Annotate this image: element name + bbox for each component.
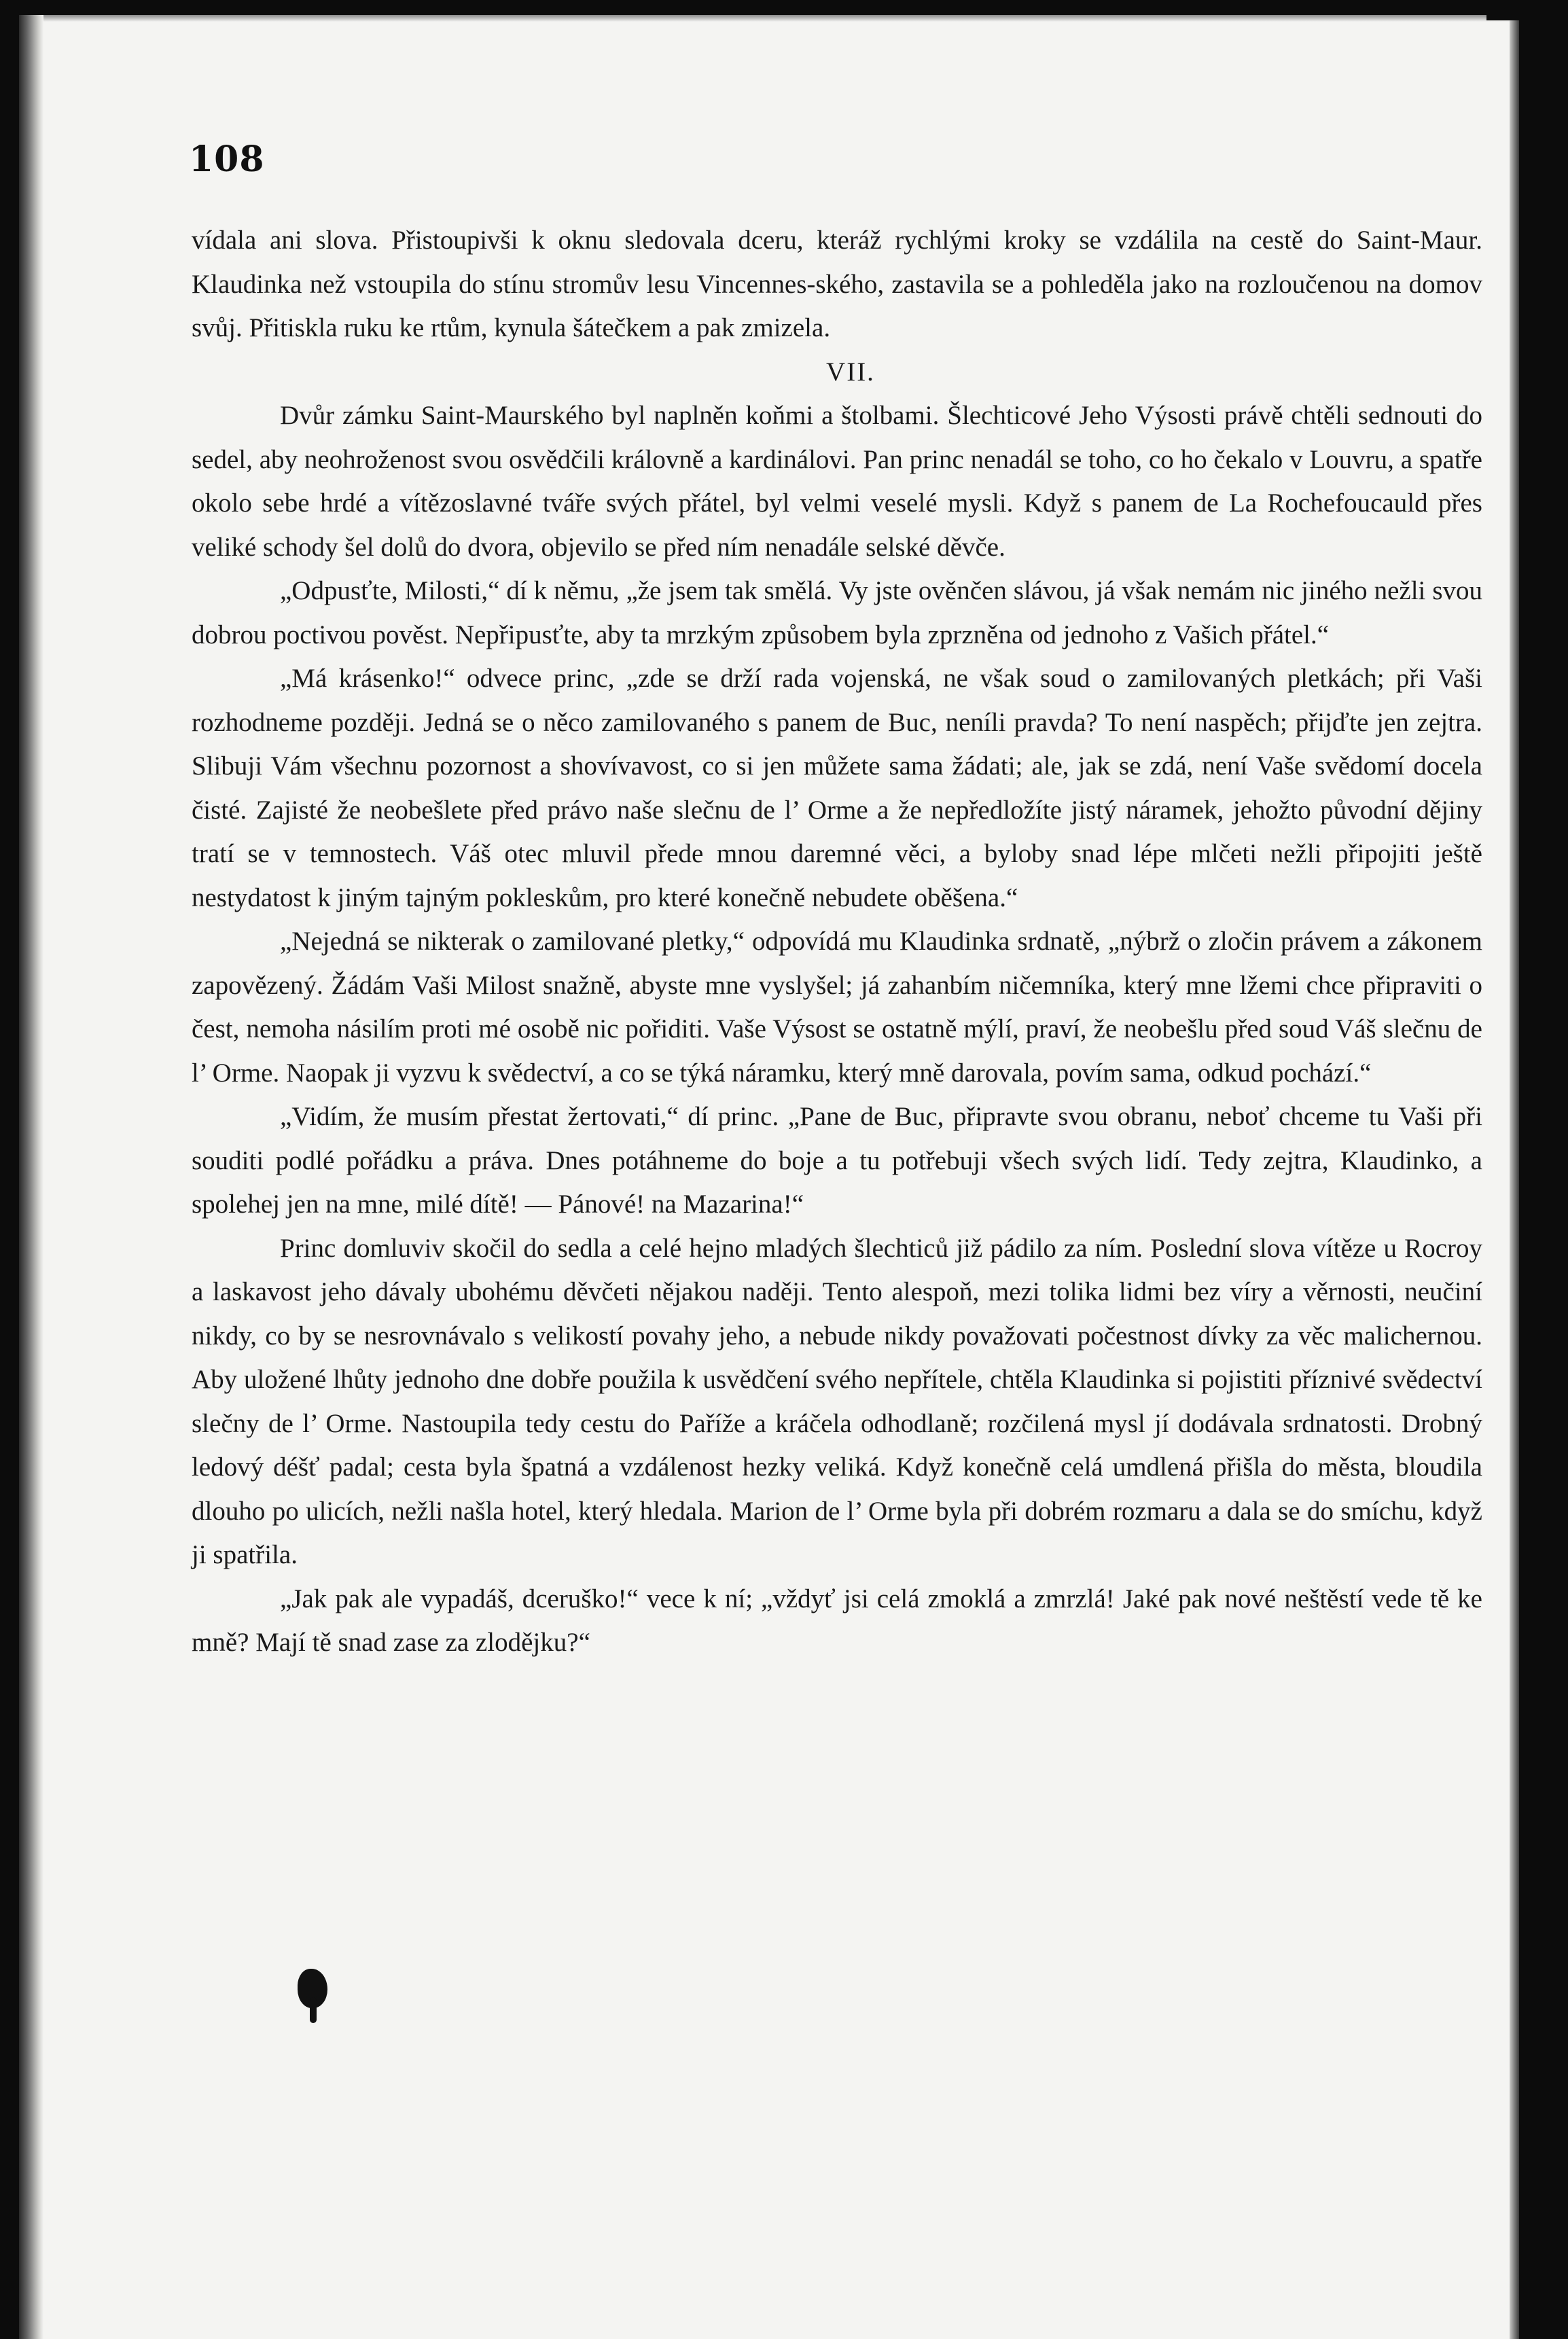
paragraph-7: Princ domluviv skočil do sedla a celé hejno mladých šlechticů již pádilo za ním. Poslední slova vítěze u Rocroy a laskavost jeho dávaly ubohému děvčeti nějakou naději. Tento alespoň, mezi tolika lidmi bez víry a věrnosti, neučiní nikdy, co by se nesrovnávalo s velikostí povahy jeho, a nebude nikdy považovati počestnost dívky za věc malichernou. Aby uložené lhůty jednoho dne dobře použila k usvědčení svého nepřítele, chtěla Klaudinka si pojistiti příznivé svědectví slečny de l’ Orme. Nastoupila tedy cestu do Paříže a kráčela odhodlaně; rozčilená mysl jí dodávala srdnatosti. Drobný ledový déšť padal; cesta byla špatná a vzdálenost hezky veliká. Když konečně celá umdlená přišla do města, bloudila dlouho po ulicích, nežli našla hotel, který hledala. Marion de l’ Orme byla při dobrém rozmaru a dala se do smíchu, když ji spatřila.	[192, 1233, 1482, 1569]
page-body	[192, 219, 1482, 1665]
page-right-edge	[1510, 15, 1519, 2339]
scan-background-corner	[1486, 0, 1568, 20]
page-number: 108	[189, 139, 265, 180]
page-top-edge	[19, 15, 1519, 22]
paragraph-3: „Odpusťte, Milosti,“ dí k němu, „že jsem tak smělá. Vy jste ověnčen slávou, já však nemám nic jiného nežli svou dobrou poctivou pověst. Nepřipusťte, aby ta mrzkým způsobem byla zprzněna od jednoho z Vašich přátel.“	[192, 576, 1482, 649]
paragraph-8: „Jak pak ale vypadáš, dceruško!“ vece k ní; „vždyť jsi celá zmoklá a zmrzlá! Jaké pak nové neštěstí vede tě ke mně? Mají tě snad zase za zlodějku?“	[192, 1584, 1482, 1657]
book-page	[19, 15, 1519, 2339]
paragraph-1: vídala ani slova. Přistoupivši k oknu sledovala dceru, kteráž rychlými kroky se vzdálila na cestě do Saint-Maur. Klaudinka než vstoupila do stínu stromův lesu Vincennes-ského, zastavila se a pohleděla jako na rozloučenou na domov svůj. Přitiskla ruku ke rtům, kynula šátečkem a pak zmizela.	[192, 226, 1482, 342]
paragraph-4: „Má krásenko!“ odvece princ, „zde se drží rada vojenská, ne však soud o zamilovaných pletkách; při Vaši rozhodneme později. Jedná se o něco zamilovaného s panem de Buc, neníli pravda? To není naspěch; přijďte jen zejtra. Slibuji Vám všechnu pozornost a shovívavost, co si jen můžete sama žádati; ale, jak se zdá, není Vaše svědomí docela čisté. Zajisté že neobešlete před právo naše slečnu de l’ Orme a že nepředložíte jistý náramek, jehožto původní dějiny tratí se v temnostech. Váš otec mluvil přede mnou daremné věci, a byloby snad lépe mlčeti nežli připojiti ještě nestydatost k jiným tajným pokleskům, pro které konečně nebudete oběšena.“	[192, 664, 1482, 912]
chapter-heading: VII.	[826, 357, 875, 387]
page-binding-edge	[19, 15, 43, 2339]
paragraph-5: „Nejedná se nikterak o zamilované pletky,“ odpovídá mu Klaudinka srdnatě, „nýbrž o zločin právem a zákonem zapovězený. Žádám Vaši Milost snažně, abyste mne vyslyšel; já zahanbím ničemníka, který mne lžemi chce připraviti o čest, nemoha násilím proti mé osobě nic pořiditi. Vaše Výsost se ostatně mýlí, praví, že neobešlu před soud Váš slečnu de l’ Orme. Naopak ji vyzvu k svědectví, a co se týká náramku, který mně darovala, povím sama, odkud pochází.“	[192, 927, 1482, 1088]
paragraph-2: Dvůr zámku Saint-Maurského byl naplněn koňmi a štolbami. Šlechticové Jeho Výsosti právě chtěli sednouti do sedel, aby neohroženost svou osvědčili královně a kardinálovi. Pan princ nenadál se toho, co ho čekalo v Louvru, a spatře okolo sebe hrdé a vítězoslavné tváře svých přátel, byl velmi veselé mysli. Když s panem de La Rochefoucauld přes veliké schody šel dolů do dvora, objevilo se před ním nenadále selské děvče.	[192, 401, 1482, 562]
ink-blot-drip	[310, 1997, 317, 2023]
paragraph-6: „Vidím, že musím přestat žertovati,“ dí princ. „Pane de Buc, připravte svou obranu, neboť chceme tu Vaši při souditi podlé pořádku a práva. Dnes potáhneme do boje a tu potřebuji všech svých lidí. Tedy zejtra, Klaudinko, a spolehej jen na mne, milé dítě! — Pánové! na Mazarina!“	[192, 1102, 1482, 1219]
